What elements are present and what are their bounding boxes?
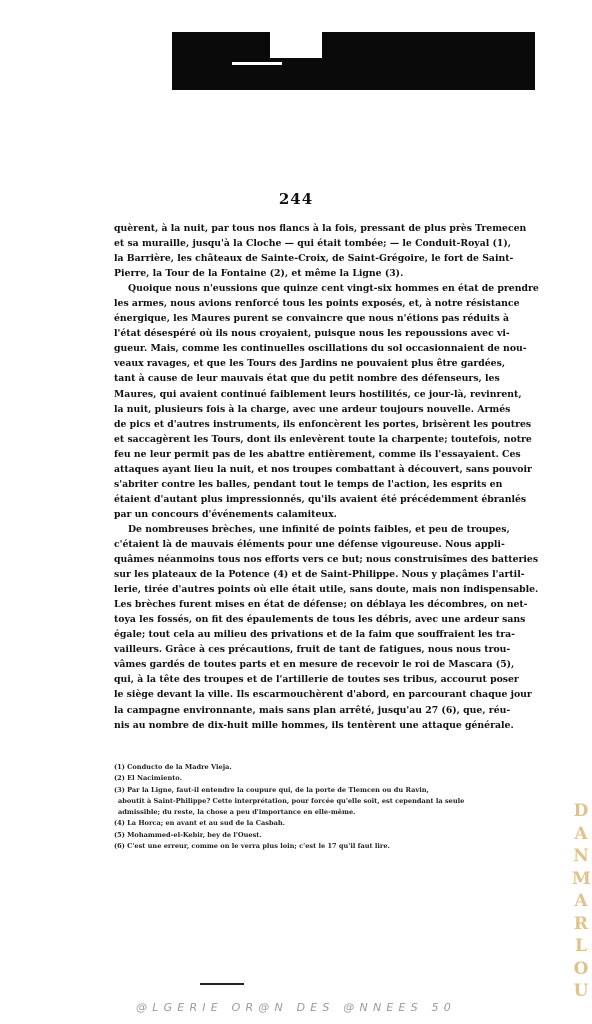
body-line: et saccagèrent les Tours, dont ils enlevèrent toute la charpente; toutefois, notre <box>114 433 532 445</box>
body-line: De nombreuses brèches, une infinité de points faibles, et peu de troupes, <box>128 523 510 535</box>
body-line: Pierre, la Tour de la Fontaine (2), et même la Ligne (3). <box>114 268 404 280</box>
body-line: veaux ravages, et que les Tours des Jardins ne pouvaient plus être gardées, <box>114 358 506 370</box>
body-line: feu ne leur permit pas de les abattre entièrement, comme ils l'essayaient. Ces <box>114 448 521 460</box>
body-line: qui, à la tête des troupes et de l'artillerie de toutes ses tribus, accourut poser <box>114 674 519 686</box>
side-watermark-letter: A <box>574 891 588 911</box>
side-watermark-letter: L <box>575 936 587 956</box>
body-line: la nuit, plusieurs fois à la charge, avec une ardeur toujours nouvelle. Armés <box>114 403 511 415</box>
body-line: le siège devant la ville. Ils escarmouchèrent d'abord, en parcourant chaque jour <box>114 689 532 701</box>
side-watermark-letter: D <box>573 801 589 821</box>
footnote: (3) Par la Ligne, faut-il entendre la coupure qui, de la porte de Tlemcen ou du Ravin, <box>114 785 429 794</box>
body-line: étaient d'autant plus impressionnés, qu'ils avaient été précédemment ébranlés <box>114 493 527 505</box>
footnote: (6) C'est une erreur, comme on le verra plus loin; c'est le 17 qu'il faut lire. <box>114 842 390 851</box>
side-watermark-letter: A <box>574 823 588 844</box>
body-line: toya les fossés, on fit des épaulements de tous les débris, avec une ardeur sans <box>114 614 526 626</box>
body-line: Maures, qui avaient continué faiblement leurs hostilités, ce jour-là, revinrent, <box>114 388 522 400</box>
body-line: sur les plateaux de la Potence (4) et de Saint-Philippe. Nous y plaçâmes l'artil- <box>114 569 525 581</box>
body-line: vâmes gardés de toutes parts et en mesure de recevoir le roi de Mascara (5), <box>114 659 515 671</box>
footer-watermark: @LGERIE OR@N DES @NNEES 50 <box>136 1001 456 1014</box>
body-line: c'étaient là de mauvais éléments pour une défense vigoureuse. Nous appli- <box>114 538 505 550</box>
side-watermark-letter: M <box>572 868 591 889</box>
body-text <box>114 221 539 733</box>
footnote: (1) Conducto de la Madre Vieja. <box>114 763 232 771</box>
body-line: par un concours d'événements calamiteux. <box>114 508 337 520</box>
page-number: 244 <box>278 190 314 208</box>
body-line: et sa muraille, jusqu'à la Cloche — qui était tombée; — le Conduit-Royal (1), <box>114 238 511 250</box>
body-line: tant à cause de leur mauvais état que du petit nombre des défenseurs, les <box>114 373 500 385</box>
redaction-notch <box>270 32 322 58</box>
side-watermark-letter: R <box>573 913 589 934</box>
body-line: attaques ayant lieu la nuit, et nos troupes combattant à découvert, sans pouvoir <box>114 463 532 475</box>
side-watermark <box>572 800 590 1003</box>
footnotes <box>114 762 488 852</box>
footnote: aboutit à Saint-Philippe? Cette interprétation, pour forcée qu'elle soit, est cependant la seule <box>118 796 465 805</box>
footnote: (4) La Horca; en avant et au sud de la Casbah. <box>114 819 285 828</box>
body-line: la Barrière, les châteaux de Sainte-Croix, de Saint-Grégoire, le fort de Saint- <box>114 253 514 265</box>
body-line: quèrent, à la nuit, par tous nos flancs à la fois, pressant de plus près Tremecen <box>114 223 527 234</box>
body-line: vailleurs. Grâce à ces précautions, fruit de tant de fatigues, nous nous trou- <box>114 644 511 656</box>
body-line: lerie, tirée d'autres points où elle était utile, sans doute, mais non indispensable. <box>114 584 539 596</box>
side-watermark-letter: O <box>573 958 589 979</box>
body-line: quâmes néanmoins tous nos efforts vers ce but; nous construisîmes des batteries <box>114 554 539 566</box>
body-line: Quoique nous n'eussions que quinze cent vingt-six hommes en état de prendre <box>128 283 539 295</box>
body-line: Les brèches furent mises en état de défense; on déblaya les décombres, on net- <box>114 599 528 611</box>
body-line: l'état désespéré où ils nous croyaient, puisque nous les repoussions avec vi- <box>114 328 510 340</box>
body-line: énergique, les Maures purent se convaincre que nous n'étions pas réduits à <box>114 313 510 325</box>
side-watermark-letter: N <box>573 846 589 866</box>
body-line: gueur. Mais, comme les continuelles oscillations du sol occasionnaient de nou- <box>114 343 527 355</box>
body-line: la campagne environnante, mais sans plan arrêté, jusqu'au 27 (6), que, réu- <box>114 704 511 716</box>
redaction-notch-line <box>232 62 282 65</box>
body-line: de pics et d'autres instruments, ils enfoncèrent les portes, brisèrent les poutres <box>114 418 532 430</box>
body-line: nis au nombre de dix-huit mille hommes, ils tentèrent une attaque générale. <box>114 719 514 731</box>
bottom-rule <box>200 983 244 985</box>
footnote: admissible; du reste, la chose a peu d'importance en elle-même. <box>118 808 356 817</box>
footnote: (5) Mohammed-el-Kebir, bey de l'Ouest. <box>114 830 262 839</box>
body-line: les armes, nous avions renforcé tous les points exposés, et, à notre résistance <box>114 298 520 310</box>
redaction-bar <box>172 32 535 90</box>
body-line: s'abriter contre les balles, pendant tout le temps de l'action, les esprits en <box>114 478 503 490</box>
footnote: (2) El Nacimiento. <box>114 774 182 783</box>
body-line: égale; tout cela au milieu des privations et de la faim que souffraient les tra- <box>114 629 515 641</box>
side-watermark-letter: U <box>573 981 589 1001</box>
